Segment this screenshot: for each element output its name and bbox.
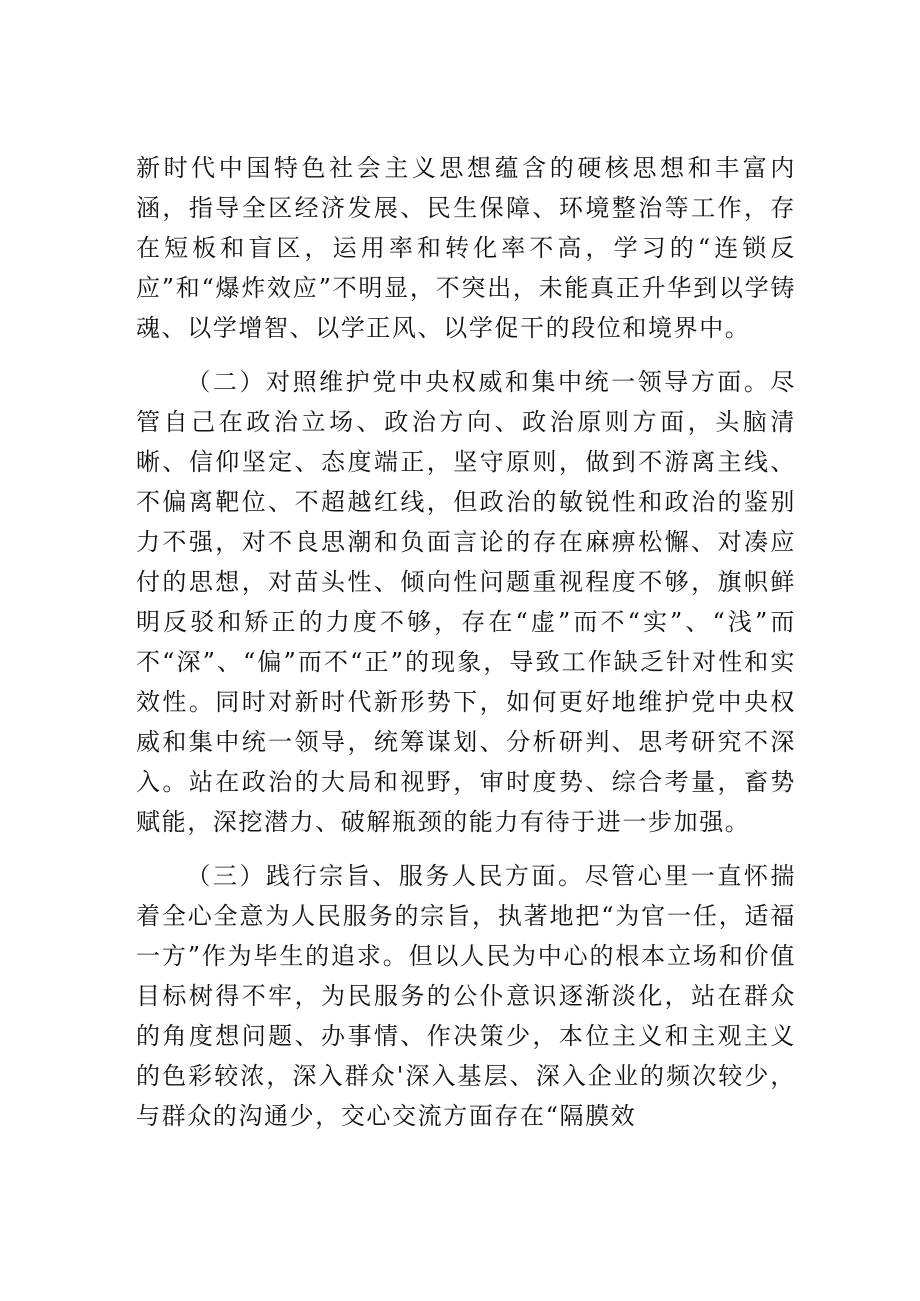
paragraph-continuation: 新时代中国特色社会主义思想蕴含的硬核思想和丰富内涵，指导全区经济发展、民生保障、环境整治等工作，存在短板和盲区，运用率和转化率不高，学习的“连锁反应”和“爆炸效应”不明显，不突出，未能真正升华到以学铸魂、以学增智、以学正风、以学促干的段位和境界中。 <box>136 154 796 342</box>
document-body <box>136 148 796 1150</box>
paragraph-section-3: （三）践行宗旨、服务人民方面。尽管心里一直怀揣着全心全意为人民服务的宗旨，执著地把“为官一任，适福一方”作为毕生的追求。但以人民为中心的根本立场和价值目标树得不牢，为民服务的公仆意识逐渐淡化，站在群众的角度想问题、办事情、作决策少，本位主义和主观主义的色彩较浓，深入群众'深入基层、深入企业的频次较少，与群众的沟通少，交心交流方面存在“隔膜效 <box>136 862 796 1130</box>
paragraph-section-2: （二）对照维护党中央权威和集中统一领导方面。尽管自己在政治立场、政治方向、政治原则方面，头脑清晰、信仰坚定、态度端正，坚守原则，做到不游离主线、不偏离靶位、不超越红线，但政治的敏锐性和政治的鉴别力不强，对不良思潮和负面言论的存在麻痹松懈、对凑应付的思想，对苗头性、倾向性问题重视程度不够，旗帜鲜明反驳和矫正的力度不够，存在“虚”而不“实”、“浅”而不“深”、“偏”而不“正”的现象，导致工作缺乏针对性和实效性。同时对新时代新形势下，如何更好地维护党中央权威和集中统一领导，统筹谋划、分析研判、思考研究不深入。站在政治的大局和视野，审时度势、综合考量，畜势赋能，深挖潜力、破解瓶颈的能力有待于进一步加强。 <box>136 368 796 836</box>
